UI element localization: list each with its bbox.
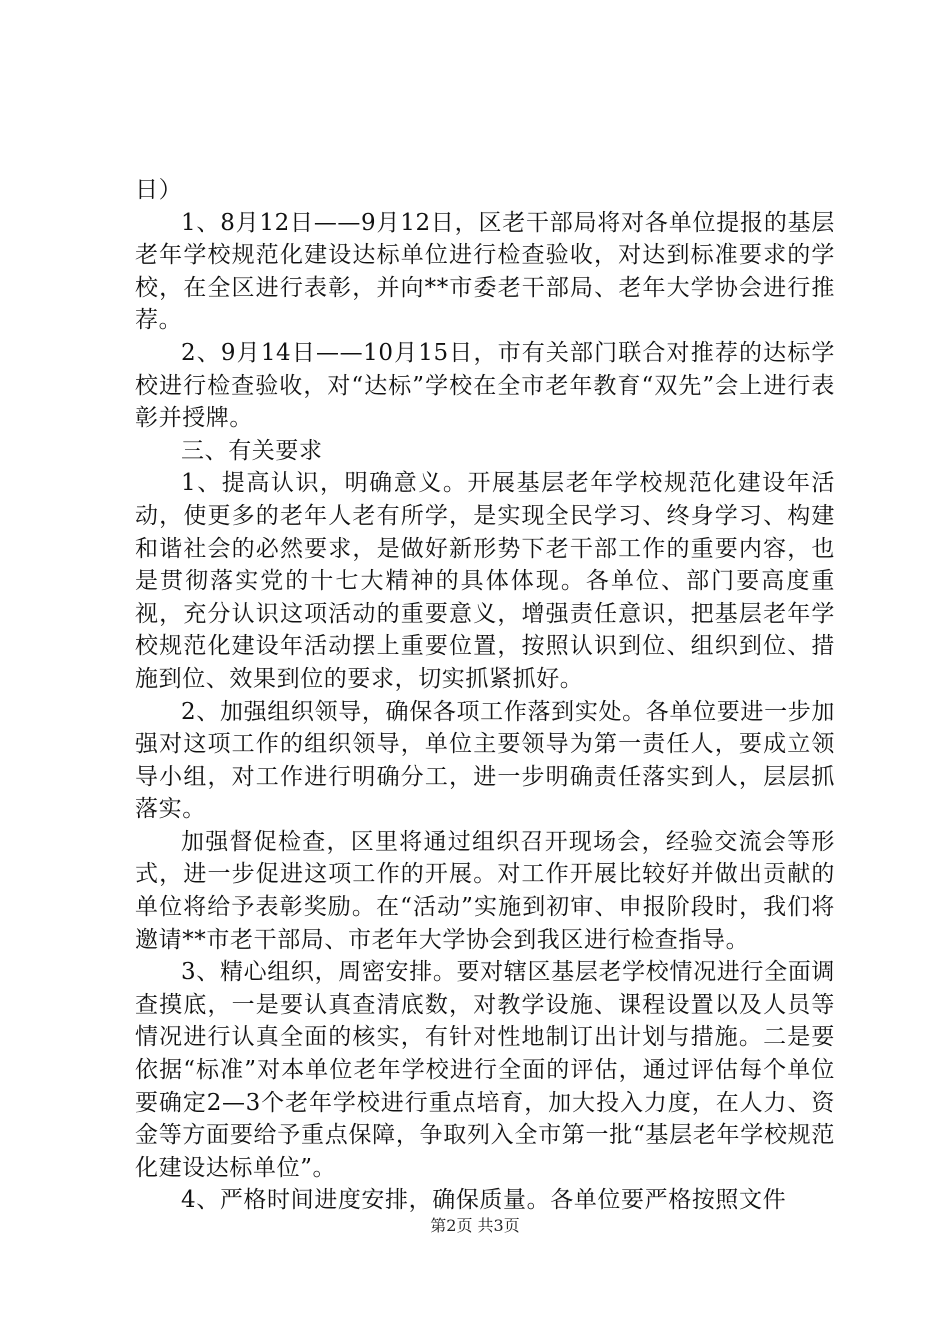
paragraph-inspection-district: 1、8月12日——9月12日，区老干部局将对各单位提报的基层老年学校规范化建设达标单位进行检查验收，对达到标准要求的学校，在全区进行表彰，并向**市委老干部局、老年大学协会进行推荐。 <box>135 209 835 334</box>
paragraph-date-tail: 日） <box>135 177 183 203</box>
paragraph-requirement-4: 4、严格时间进度安排，确保质量。各单位要严格按照文件 <box>181 1187 787 1214</box>
paragraph-supervision: 加强督促检查，区里将通过组织召开现场会，经验交流会等形式，进一步促进这项工作的开展。对工作开展比较好并做出贡献的单位将给予表彰奖励。在“活动”实施到初审、申报阶段时，我们将邀请**市老干部局、市老年大学协会到我区进行检查指导。 <box>135 828 835 953</box>
page-number-footer: 第2页 共3页 <box>430 1216 520 1235</box>
paragraph-requirement-1: 1、提高认识，明确意义。开展基层老年学校规范化建设年活动，使更多的老年人老有所学，是实现全民学习、终身学习、构建和谐社会的必然要求，是做好新形势下老干部工作的重要内容，也是贯彻落实党的十七大精神的具体体现。各单位、部门要高度重视，充分认识这项活动的重要意义，增强责任意识，把基层老年学校规范化建设年活动摆上重要位置，按照认识到位、组织到位、措施到位、效果到位的要求，切实抓紧抓好。 <box>135 470 835 692</box>
paragraph-requirement-2: 2、加强组织领导，确保各项工作落到实处。各单位要进一步加强对这项工作的组织领导，单位主要领导为第一责任人，要成立领导小组，对工作进行明确分工，进一步明确责任落实到人，层层抓落实。 <box>135 698 835 823</box>
document-body <box>135 174 835 1217</box>
paragraph-inspection-city: 2、9月14日——10月15日，市有关部门联合对推荐的达标学校进行检查验收，对“达标”学校在全市老年教育“双先”会上进行表彰并授牌。 <box>135 339 835 432</box>
section-heading-requirements: 三、有关要求 <box>181 437 323 464</box>
paragraph-requirement-3: 3、精心组织，周密安排。要对辖区基层老学校情况进行全面调查摸底，一是要认真查清底数，对教学设施、课程设置以及人员等情况进行认真全面的核实，有针对性地制订出计划与措施。二是要依据“标准”对本单位老年学校进行全面的评估，通过评估每个单位要确定2—3个老年学校进行重点培育，加大投入力度，在人力、资金等方面要给予重点保障，争取列入全市第一批“基层老年学校规范化建设达标单位”。 <box>135 959 835 1181</box>
